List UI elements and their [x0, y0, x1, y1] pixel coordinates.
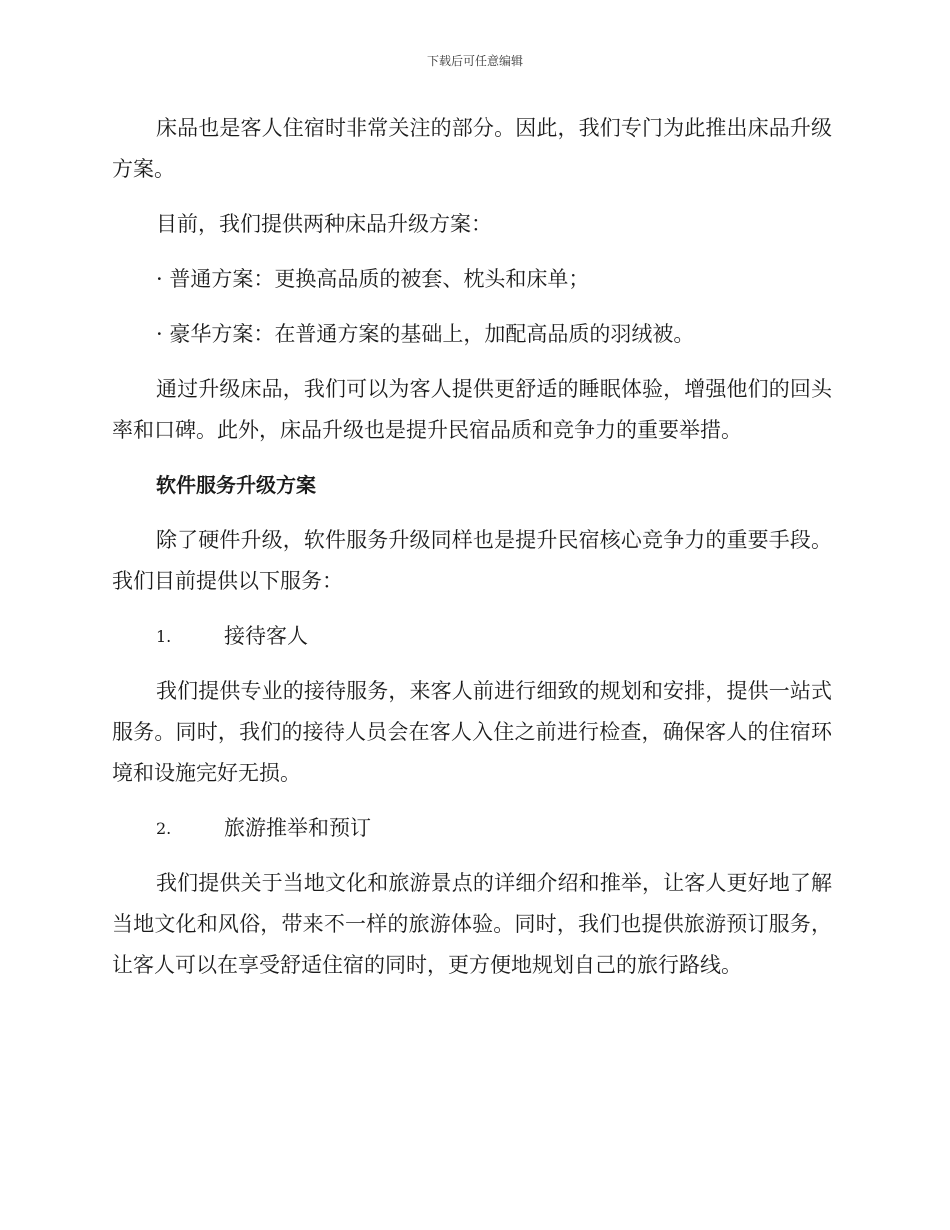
item-number: 2.: [156, 819, 172, 838]
paragraph-reception-detail: 我们提供专业的接待服务，来客人前进行细致的规划和安排，提供一站式服务。同时，我们的接待人员会在客人入住之前进行检查，确保客人的住宿环境和设施完好无损。: [112, 679, 832, 785]
paragraph-bedding-intro: 床品也是客人住宿时非常关注的部分。因此，我们专门为此推出床品升级方案。: [112, 116, 832, 181]
item-title: 接待客人: [224, 624, 308, 648]
paragraph-bedding-benefits: 通过升级床品，我们可以为客人提供更舒适的睡眠体验，增强他们的回头率和口碑。此外，床品升级也是提升民宿品质和竞争力的重要举措。: [112, 377, 832, 442]
item-number: 1.: [156, 627, 172, 646]
paragraph-software-intro: 除了硬件升级，软件服务升级同样也是提升民宿核心竞争力的重要手段。我们目前提供以下服务：: [112, 528, 832, 593]
section-heading-software: 软件服务升级方案: [156, 473, 316, 497]
numbered-item-travel: [156, 808, 832, 849]
page-header: 下载后可任意编辑: [426, 54, 523, 68]
paragraph-travel-detail: 我们提供关于当地文化和旅游景点的详细介绍和推举，让客人更好地了解当地文化和风俗，带来不一样的旅游体验。同时，我们也提供旅游预订服务，让客人可以在享受舒适住宿的同时，更方便地规划自己的旅行路线。: [112, 871, 832, 977]
bullet-luxury-plan: · 豪华方案：在普通方案的基础上，加配高品质的羽绒被。: [156, 322, 695, 346]
paragraph-options-intro: 目前，我们提供两种床品升级方案：: [156, 212, 492, 236]
bullet-standard-plan: · 普通方案：更换高品质的被套、枕头和床单；: [156, 267, 590, 291]
item-title: 旅游推举和预订: [224, 816, 371, 840]
document-body: [112, 108, 832, 1000]
numbered-item-reception: [156, 616, 832, 657]
